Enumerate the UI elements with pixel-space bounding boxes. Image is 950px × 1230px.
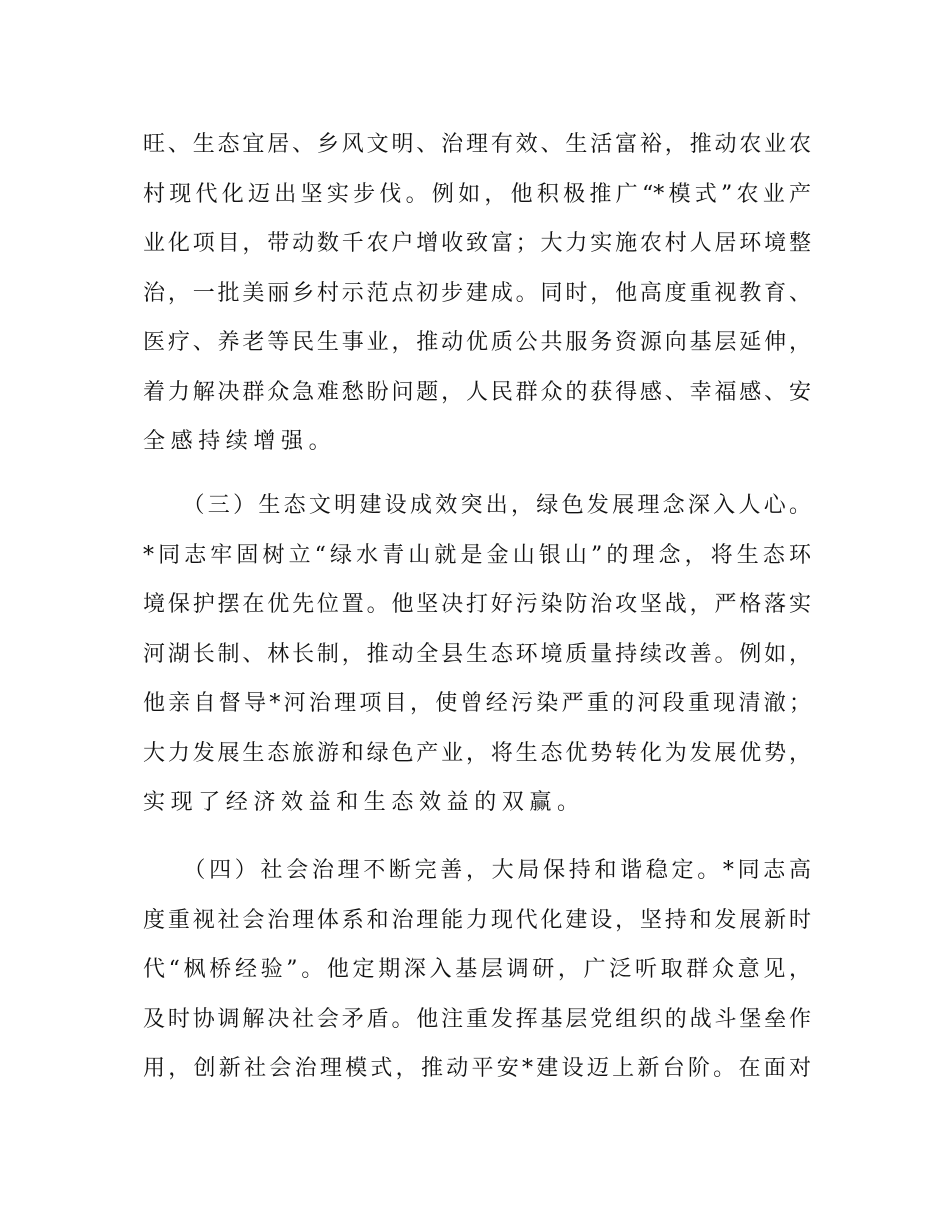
text-line: 旺、生态宜居、乡风文明、治理有效、生活富裕，推动农业农 (143, 132, 811, 157)
text-line: 实现了经济效益和生态效益的双赢。 (143, 790, 585, 815)
text-line: 度重视社会治理体系和治理能力现代化建设，坚持和发展新时 (143, 907, 811, 933)
section-heading-line: （四）社会治理不断完善，大局保持和谐稳定。*同志高 (143, 858, 811, 883)
text-line: 着力解决群众急难愁盼问题，人民群众的获得感、幸福感、安 (143, 379, 811, 405)
paragraph-social-governance (143, 846, 811, 1094)
text-line: 境保护摆在优先位置。他坚决打好污染防治攻坚战，严格落实 (143, 592, 811, 617)
text-line: 业化项目，带动数千农户增收致富；大力实施农村人居环境整 (143, 231, 811, 256)
paragraph-rural-revitalization (143, 120, 811, 467)
text-line: 大力发展生态旅游和绿色产业，将生态优势转化为发展优势， (143, 740, 811, 766)
text-line: 及时协调解决社会矛盾。他注重发挥基层党组织的战斗堡垒作 (143, 1006, 811, 1032)
text-line: 用，创新社会治理模式，推动平安*建设迈上新台阶。在面对 (143, 1056, 811, 1081)
text-line: *同志牢固树立“绿水青山就是金山银山”的理念，将生态环 (143, 542, 811, 568)
text-line: 村现代化迈出坚实步伐。例如，他积极推广“*模式”农业产 (143, 181, 811, 207)
text-line: 全感持续增强。 (143, 429, 337, 454)
text-line: 他亲自督导*河治理项目，使曾经污染严重的河段重现清澈； (143, 691, 811, 716)
text-line: 治，一批美丽乡村示范点初步建成。同时，他高度重视教育、 (143, 280, 811, 306)
section-heading-line: （三）生态文明建设成效突出，绿色发展理念深入人心。 (143, 493, 811, 518)
text-line: 代“枫桥经验”。他定期深入基层调研，广泛听取群众意见， (143, 957, 811, 982)
paragraph-ecological-civilization (143, 481, 811, 828)
text-line: 河湖长制、林长制，推动全县生态环境质量持续改善。例如， (143, 641, 811, 667)
text-line: 医疗、养老等民生事业，推动优质公共服务资源向基层延伸， (143, 330, 811, 355)
